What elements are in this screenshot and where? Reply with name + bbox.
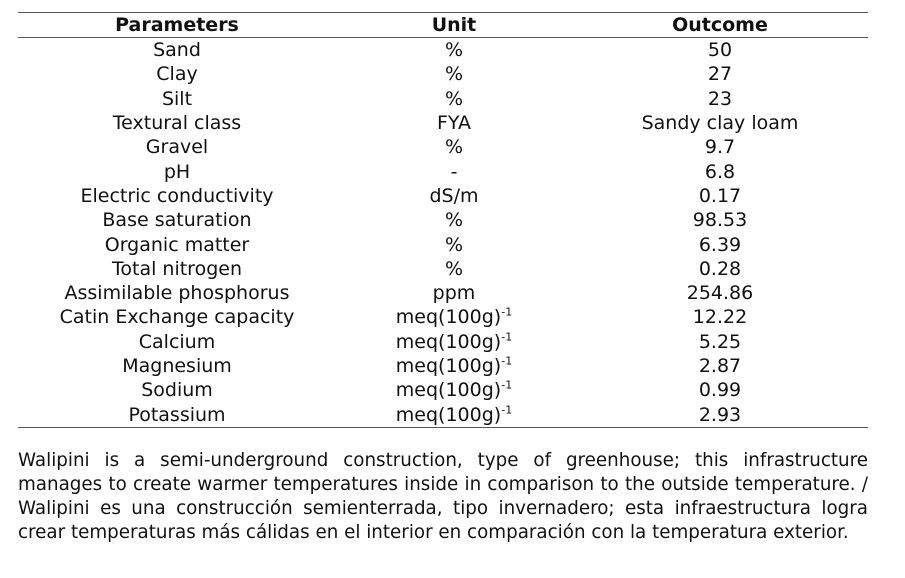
table-row [18,208,868,232]
unit-text: meq(100g) [395,306,502,329]
table-row [18,305,868,329]
table-row [18,111,868,135]
table-row [18,378,868,402]
header-outcome: Outcome [672,14,768,36]
table-header-row [18,13,868,38]
table-row [18,402,868,427]
unit-superscript: -1 [501,330,513,344]
unit-text: % [444,39,464,62]
cell-unit [336,330,572,354]
cell-unit [336,135,572,159]
unit-text: dS/m [429,184,479,207]
cell-parameter: Silt [161,87,193,110]
table-row [18,135,868,159]
cell-parameter: Clay [156,63,198,86]
cell-outcome: 9.7 [704,136,736,159]
unit-text: FYA [436,112,472,135]
cell-unit [336,62,572,86]
cell-outcome: 0.99 [698,379,742,402]
table-row [18,184,868,208]
cell-parameter: Sodium [141,379,213,402]
unit-superscript: -1 [501,306,513,320]
cell-unit [336,402,572,427]
cell-unit [336,184,572,208]
cell-outcome: 0.28 [698,257,742,280]
unit-superscript: -1 [501,354,513,368]
cell-parameter: Textural class [112,112,242,135]
unit-text: meq(100g) [395,330,502,353]
table-row [18,257,868,281]
table-row [18,62,868,86]
cell-outcome: 254.86 [686,282,754,305]
cell-parameter: pH [163,160,191,183]
table-row [18,159,868,183]
cell-outcome: 2.87 [698,355,742,377]
unit-text: % [444,257,464,280]
cell-parameter: Total nitrogen [112,257,242,280]
cell-unit [336,159,572,183]
cell-outcome: 6.39 [698,233,742,256]
soil-parameters-table-container [18,12,868,428]
soil-parameters-table [18,12,868,428]
table-row [18,281,868,305]
table-row [18,354,868,378]
cell-outcome: 12.22 [692,306,748,329]
cell-outcome: 50 [707,39,733,62]
cell-unit [336,87,572,111]
cell-outcome: 6.8 [704,160,736,183]
cell-parameter: Catin Exchange capacity [59,306,295,329]
cell-unit [336,378,572,402]
unit-text: % [444,63,464,86]
cell-outcome: 98.53 [692,209,748,232]
cell-parameter: Base saturation [102,209,252,232]
table-body [18,38,868,428]
table-row [18,330,868,354]
cell-parameter: Assimilable phosphorus [64,282,290,305]
unit-text: % [444,136,464,159]
cell-outcome: Sandy clay loam [641,112,799,135]
cell-parameter: Calcium [138,330,216,353]
unit-text: ppm [432,282,476,305]
unit-text: % [444,209,464,232]
cell-outcome: 0.17 [698,184,742,207]
cell-unit [336,208,572,232]
cell-parameter: Organic matter [104,233,250,256]
unit-text: % [444,233,464,256]
table-row [18,87,868,111]
unit-text: % [444,87,464,110]
cell-unit [336,354,572,378]
header-unit: Unit [431,14,477,36]
unit-text: meq(100g) [395,355,502,377]
table-footnote: Walipini is a semi-underground construction, type of greenhouse; this infrastructure manages to create warmer temperatures inside in comparison to the outside temperature. / Walipini es una construcción semienterrada, tipo invernadero; esta infraestructura logra crear temperaturas más cálidas en el interior en comparación con la temperatura exterior. [18,450,868,543]
cell-parameter: Sand [153,39,201,62]
cell-parameter: Electric conductivity [80,184,274,207]
unit-text: meq(100g) [395,403,502,426]
cell-unit [336,257,572,281]
unit-text: - [450,160,458,183]
cell-outcome: 23 [707,87,733,110]
unit-superscript: -1 [501,403,513,417]
cell-parameter: Potassium [128,403,226,426]
cell-parameter: Magnesium [122,355,232,377]
cell-unit [336,232,572,256]
cell-unit [336,38,572,63]
cell-outcome: 2.93 [698,403,742,426]
unit-text: meq(100g) [395,379,502,402]
cell-outcome: 27 [707,63,733,86]
cell-outcome: 5.25 [698,330,742,353]
table-row [18,232,868,256]
cell-parameter: Gravel [145,136,209,159]
header-parameters: Parameters [115,14,239,36]
unit-superscript: -1 [501,378,513,392]
table-row [18,38,868,63]
cell-unit [336,305,572,329]
cell-unit [336,111,572,135]
cell-unit [336,281,572,305]
